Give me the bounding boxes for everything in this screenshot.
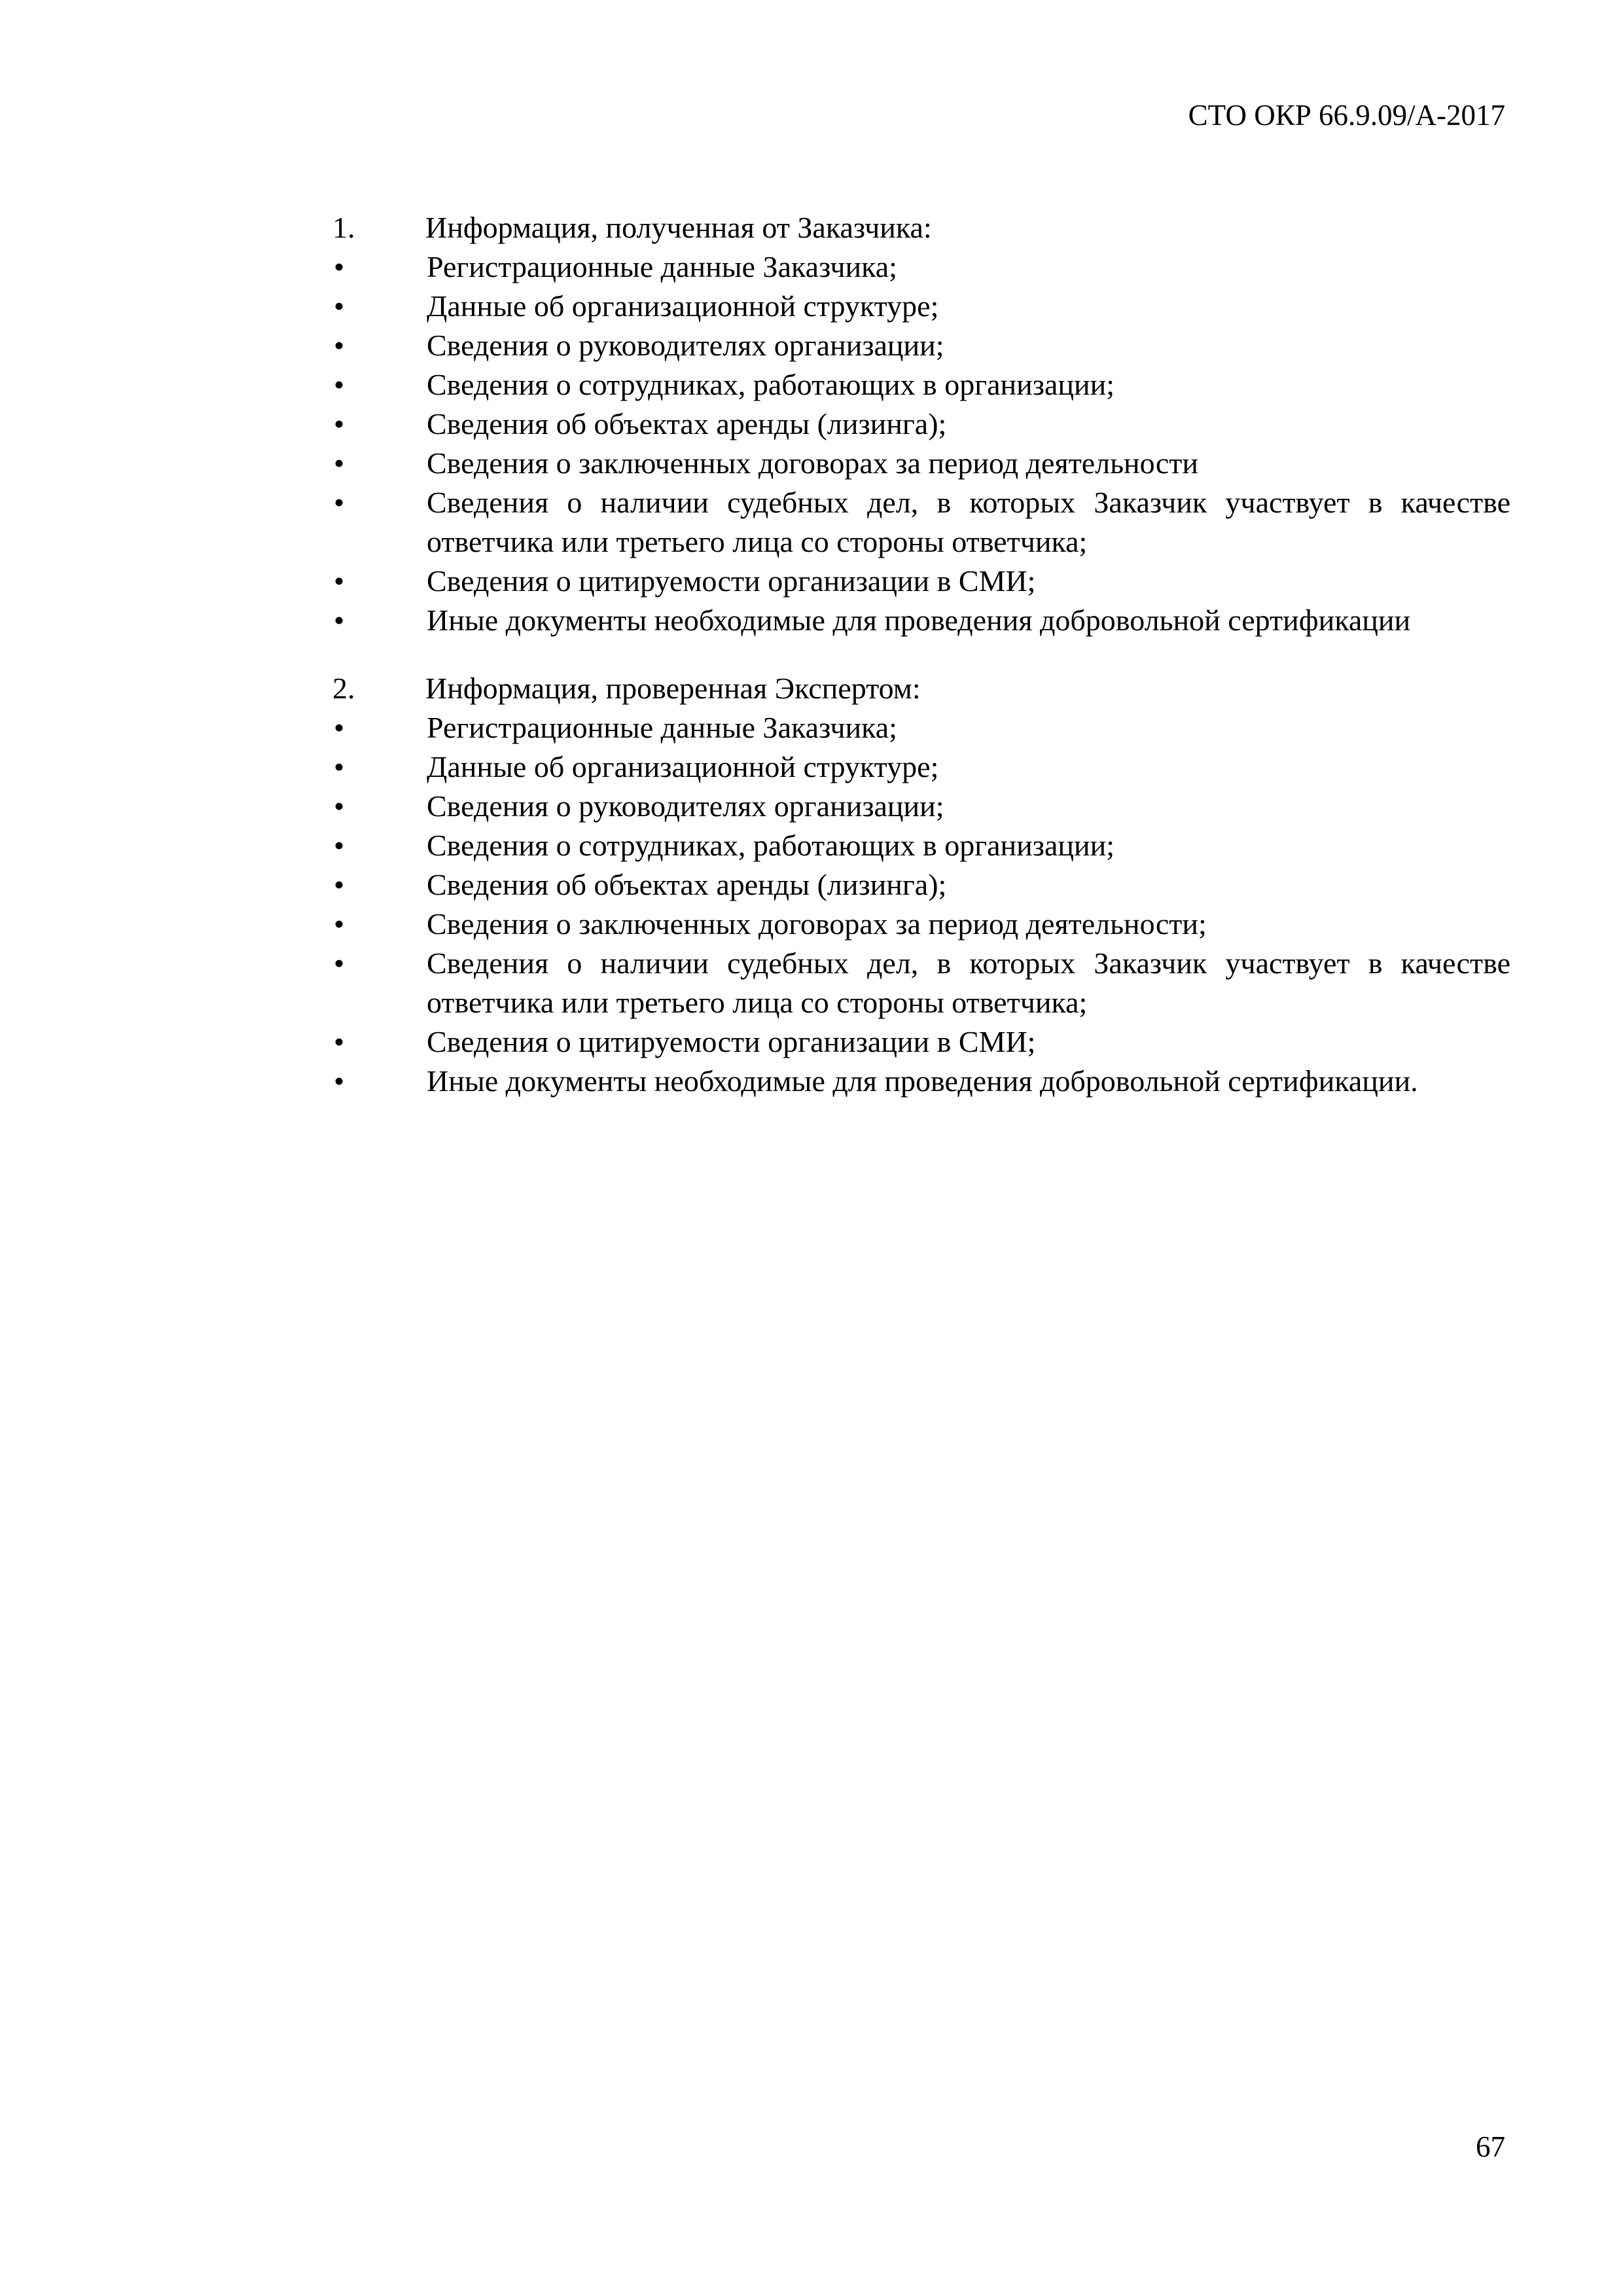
list-item [332, 865, 1510, 905]
list-item-text: Сведения о цитируемости организации в СМИ; [427, 1025, 1036, 1058]
list-item [332, 444, 1510, 483]
bullet-icon: • [334, 711, 345, 744]
list-item [332, 562, 1510, 601]
list-item [332, 1022, 1510, 1062]
list-item-text: Сведения о сотрудниках, работающих в организации; [427, 829, 1115, 862]
document-content [332, 208, 1510, 1130]
bullet-icon: • [334, 407, 345, 440]
list-item [332, 365, 1510, 404]
section-number: 2. [332, 672, 355, 705]
list-item [332, 787, 1510, 826]
bullet-icon: • [334, 250, 345, 283]
list-item [332, 326, 1510, 365]
section-title: Информация, полученная от Заказчика: [425, 211, 932, 244]
page-number: 67 [1476, 2130, 1505, 2163]
list-item-text: Сведения о наличии судебных дел, в которых Заказчик участвует в качестве ответчика или третьего лица со стороны ответчика; [427, 946, 1510, 1019]
section-heading-row [332, 208, 1510, 247]
list-item [332, 247, 1510, 287]
document-code-header: СТО ОКР 66.9.09/А-2017 [1188, 99, 1505, 132]
list-item [332, 287, 1510, 326]
list-item [332, 905, 1510, 944]
bullet-icon: • [334, 603, 345, 637]
section-title: Информация, проверенная Экспертом: [425, 672, 921, 705]
list-item-text: Данные об организационной структуре; [427, 289, 939, 323]
list-item [332, 826, 1510, 865]
bullet-icon: • [334, 829, 345, 862]
list-item-text: Сведения об объектах аренды (лизинга); [427, 407, 947, 440]
list-item-text: Регистрационные данные Заказчика; [427, 711, 897, 744]
bullet-icon: • [334, 907, 345, 941]
bullet-icon: • [334, 564, 345, 598]
section-expert-verified-information [332, 669, 1510, 1101]
list-item-text: Сведения о руководителях организации; [427, 329, 944, 362]
list-item [332, 483, 1510, 562]
section-number: 1. [332, 211, 355, 244]
bullet-icon: • [334, 946, 345, 980]
list-item [332, 1062, 1510, 1101]
bullet-icon: • [334, 368, 345, 401]
list-item-text: Данные об организационной структуре; [427, 750, 939, 783]
section-heading-row [332, 669, 1510, 708]
bullet-icon: • [334, 1025, 345, 1058]
list-item-text: Сведения о наличии судебных дел, в которых Заказчик участвует в качестве ответчика или третьего лица со стороны ответчика; [427, 486, 1510, 558]
list-item [332, 404, 1510, 444]
list-item-text: Сведения о заключенных договорах за период деятельности [427, 446, 1198, 480]
bullet-icon: • [334, 868, 345, 901]
list-item-text: Сведения о заключенных договорах за период деятельности; [427, 907, 1207, 941]
list-item-text: Сведения о руководителях организации; [427, 789, 944, 823]
list-item-text: Сведения об объектах аренды (лизинга); [427, 868, 947, 901]
bullet-icon: • [334, 789, 345, 823]
list-item [332, 747, 1510, 787]
list-item [332, 944, 1510, 1022]
bullet-icon: • [334, 446, 345, 480]
list-item-text: Иные документы необходимые для проведения добровольной сертификации [427, 603, 1411, 637]
bullet-icon: • [334, 486, 345, 519]
list-item-text: Иные документы необходимые для проведения добровольной сертификации. [427, 1064, 1418, 1098]
list-item-text: Сведения о цитируемости организации в СМИ; [427, 564, 1036, 598]
list-item-text: Регистрационные данные Заказчика; [427, 250, 897, 283]
bullet-icon: • [334, 1064, 345, 1098]
bullet-icon: • [334, 750, 345, 783]
list-item-text: Сведения о сотрудниках, работающих в организации; [427, 368, 1115, 401]
list-item [332, 708, 1510, 747]
bullet-icon: • [334, 329, 345, 362]
list-item [332, 601, 1510, 640]
section-customer-information [332, 208, 1510, 640]
bullet-icon: • [334, 289, 345, 323]
